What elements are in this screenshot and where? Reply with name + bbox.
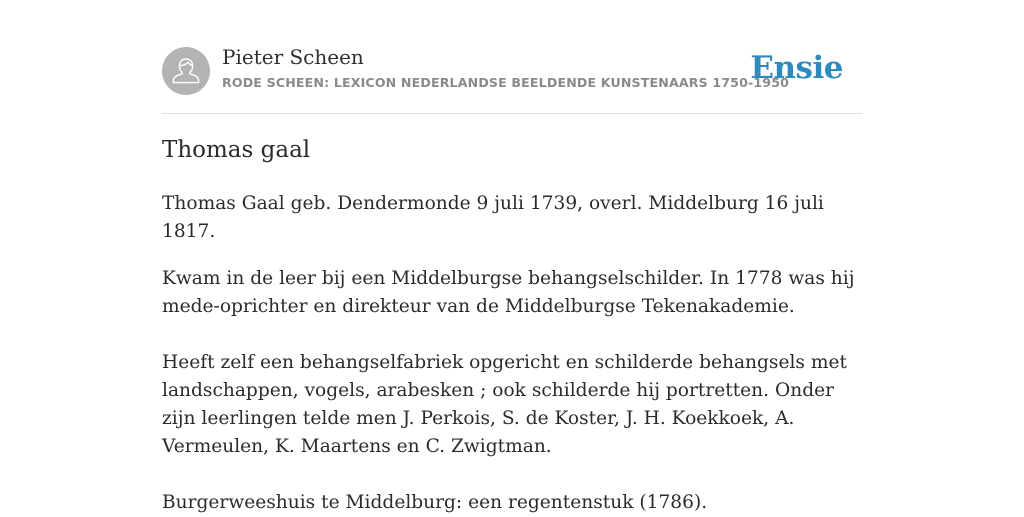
entry-body [162,190,862,517]
author-avatar[interactable] [162,47,210,95]
ensie-logo[interactable]: Ensie [750,50,843,86]
source-title[interactable]: RODE SCHEEN: LEXICON NEDERLANDSE BEELDENDE KUNSTENAARS 1750-1950 [222,75,790,90]
user-icon [162,47,210,95]
body-paragraph: Burgerweeshuis te Middelburg: een regentenstuk (1786). [162,492,708,513]
entry-header [162,0,862,114]
entry-card [162,0,862,513]
body-paragraph: Kwam in de leer bij een Middelburgse behangselschilder. In 1778 was hij mede-oprichter en direkteur van de Middelburgse Tekenakademie. [162,268,855,317]
author-name[interactable]: Pieter Scheen [222,45,364,69]
body-paragraph: Thomas Gaal geb. Dendermonde 9 juli 1739, overl. Middelburg 16 juli 1817. [162,193,824,242]
body-paragraph: Heeft zelf een behangselfabriek opgericht en schilderde behangsels met landschappen, vogels, arabesken ; ook schilderde hij portretten. Onder zijn leerlingen telde men J. Perkois, S. de Koster, J. H. Koekkoek, A. Vermeulen, K. Maartens en C. Zwigtman. [162,352,847,457]
entry-title: Thomas gaal [162,137,311,163]
